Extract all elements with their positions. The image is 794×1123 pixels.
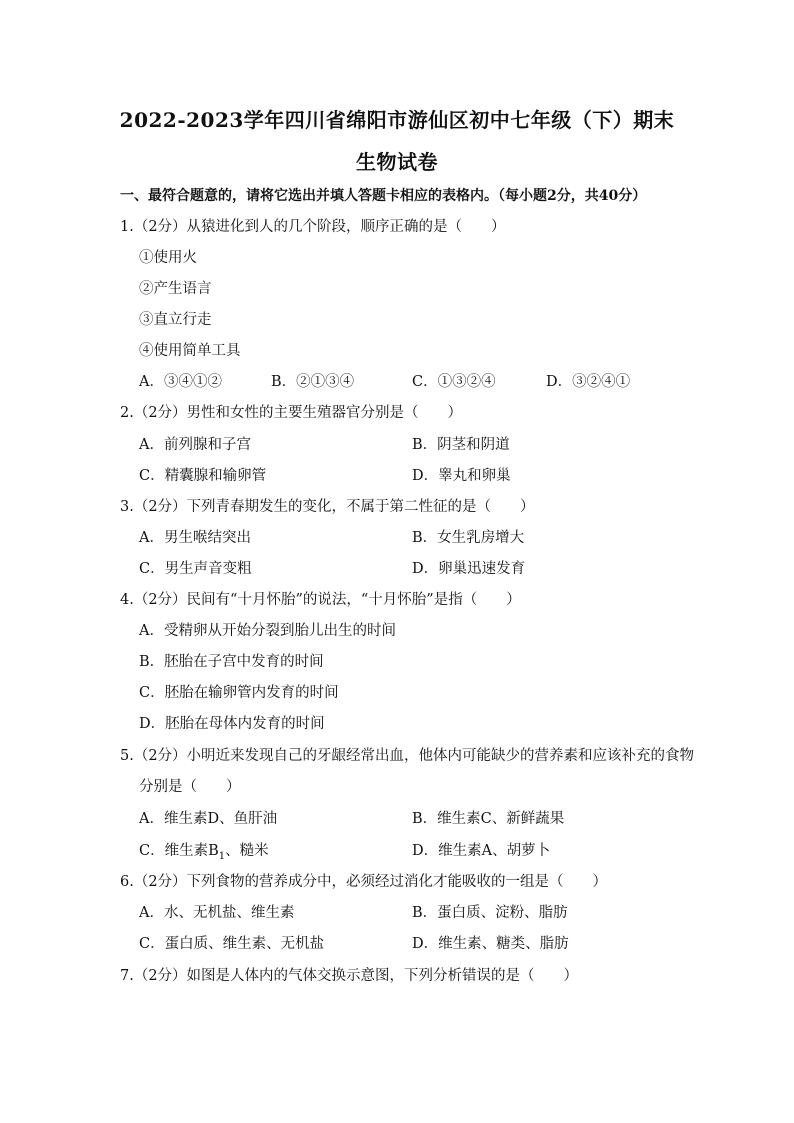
question-2-option-b: B．阴茎和阴道	[412, 437, 510, 453]
question-3-option-d: D．卵巢迅速发育	[412, 561, 526, 577]
question-1-option-d: D．③②④①	[546, 374, 631, 390]
exam-title: 2022-2023学年四川省绵阳市游仙区初中七年级（下）期末	[119, 108, 675, 132]
question-4-stem: 4.（2分）民间有“十月怀胎”的说法，“十月怀胎”是指（ ）	[120, 592, 521, 608]
question-1-item-1: ①使用火	[139, 250, 197, 266]
question-6-option-c: C．蛋白质、维生素、无机盐	[139, 936, 325, 952]
question-7-stem: 7.（2分）如图是人体内的气体交换示意图，下列分析错误的是（ ）	[120, 968, 579, 984]
question-1-option-b: B．②①③④	[271, 374, 355, 390]
question-5-option-a: A．维生素D、鱼肝油	[139, 811, 278, 827]
question-1-stem: 1.（2分）从猿进化到人的几个阶段，顺序正确的是（ ）	[120, 219, 506, 235]
question-2-option-a: A．前列腺和子宫	[139, 437, 251, 453]
question-3-option-c: C．男生声音变粗	[139, 561, 252, 577]
question-6-option-d: D．维生素、糖类、脂肪	[412, 936, 569, 952]
question-3-stem: 3.（2分）下列青春期发生的变化，不属于第二性征的是（ ）	[120, 499, 535, 515]
question-6-option-b: B．蛋白质、淀粉、脂肪	[412, 905, 568, 921]
question-6-stem: 6.（2分）下列食物的营养成分中，必须经过消化才能吸收的一组是（ ）	[120, 874, 608, 890]
question-4-option-a: A．受精卵从开始分裂到胎儿出生的时间	[139, 623, 396, 639]
option-c-text: C．维生素B	[139, 843, 219, 859]
question-4-option-d: D．胚胎在母体内发育的时间	[139, 716, 325, 732]
question-6-option-a: A．水、无机盐、维生素	[139, 905, 295, 921]
exam-subtitle: 生物试卷	[356, 150, 438, 174]
question-2-stem: 2.（2分）男性和女性的主要生殖器官分别是（ ）	[120, 405, 463, 421]
question-5-stem-continued: 分别是（ ）	[139, 779, 241, 795]
question-5-option-c	[139, 841, 269, 867]
question-5-option-d: D．维生素A、胡萝卜	[412, 843, 551, 859]
question-5-option-b: B．维生素C、新鲜蔬果	[412, 811, 565, 827]
question-3-option-b: B．女生乳房增大	[412, 530, 525, 546]
question-1-item-3: ③直立行走	[139, 312, 212, 328]
question-4-option-b: B．胚胎在子宫中发育的时间	[139, 654, 324, 670]
option-c-tail: 、糙米	[225, 843, 269, 859]
question-4-option-c: C．胚胎在输卵管内发育的时间	[139, 685, 339, 701]
question-1-item-4: ④使用简单工具	[139, 343, 241, 359]
question-2-option-c: C．精囊腺和输卵管	[139, 468, 267, 484]
option-c-subscript: 1	[218, 850, 226, 862]
question-5-stem: 5.（2分）小明近来发现自己的牙龈经常出血，他体内可能缺少的营养素和应该补充的食物	[120, 748, 695, 764]
question-2-option-d: D．睾丸和卵巢	[412, 468, 511, 484]
question-3-option-a: A．男生喉结突出	[139, 530, 251, 546]
question-1-option-c: C．①③②④	[412, 374, 496, 390]
section-heading: 一、最符合题意的，请将它选出并填人答题卡相应的表格内。（每小题2分，共40分）	[120, 188, 647, 204]
question-1-option-a: A．③④①②	[139, 374, 222, 390]
question-1-item-2: ②产生语言	[139, 281, 212, 297]
